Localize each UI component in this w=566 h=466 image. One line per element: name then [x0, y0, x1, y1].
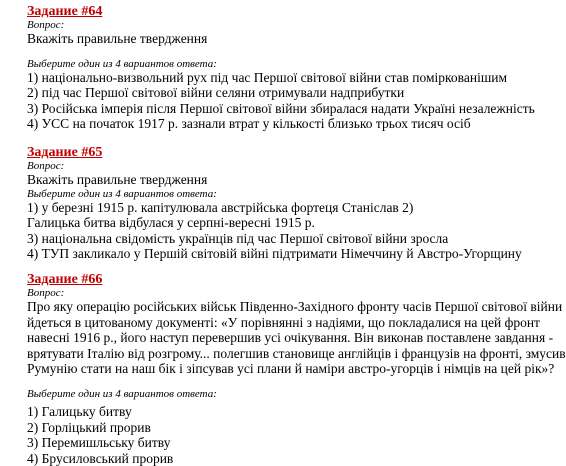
question-text: Вкажіть правильне твердження [27, 31, 208, 46]
task-65 [27, 145, 522, 262]
answer-option-3[interactable]: 3) національна свідомість українців під час Першої світової війни зросла [27, 230, 449, 246]
answer-option-2[interactable]: Галицька битва відбулася у серпні-вересні 1915 р. [27, 215, 315, 231]
question-label: Вопрос: [27, 287, 65, 299]
answer-option-2[interactable]: 2) Горліцький прорив [27, 419, 151, 435]
question-text-line-1: Про яку операцію російських військ Південно-Західного фронту часів Першої світової війни [27, 299, 563, 314]
answer-option-1[interactable]: 1) Галицьку битву [27, 403, 132, 419]
task-66 [27, 272, 566, 466]
answer-option-2[interactable]: 2) під час Першої світової війни селяни отримували надприбутки [27, 85, 405, 101]
task-64 [27, 4, 535, 132]
answer-instruction: Выберите один из 4 вариантов ответа: [27, 57, 217, 70]
question-text-line-5: Румунію стати на наш бік і зіпсував усі плани й наміри австро-угорців і німців на цей рік»? [27, 361, 555, 377]
answer-option-3[interactable]: 3) Перемишльську битву [27, 435, 171, 451]
task-title[interactable]: Задание #66 [27, 272, 103, 287]
answer-option-1[interactable]: 1) у березні 1915 р. капітулювала австрійська фортеця Станіслав 2) [27, 199, 414, 215]
question-label: Вопрос: [27, 160, 65, 172]
answer-option-4[interactable]: 4) Брусиловський прорив [27, 450, 174, 466]
answer-option-4[interactable]: 4) УСС на початок 1917 р. зазнали втрат у кількості близько трьох тисяч осіб [27, 116, 471, 132]
task-title[interactable]: Задание #65 [27, 145, 103, 160]
answer-instruction: Выберите один из 4 вариантов ответа: [27, 187, 217, 200]
question-text: Вкажіть правильне твердження [27, 172, 208, 187]
answer-instruction: Выберите один из 4 вариантов ответа: [27, 387, 217, 400]
answer-options [27, 199, 522, 262]
answer-option-4[interactable]: 4) ТУП закликало у Першій світовій війні підтримати Німеччину й Австро-Угорщину [27, 246, 522, 262]
answer-option-1[interactable]: 1) національно-визвольний рух під час Першої світової війни став поміркованішим [27, 69, 507, 85]
answer-option-3[interactable]: 3) Російська імперія після Першої світової війни збиралася надати Україні незалежність [27, 100, 535, 116]
question-text-line-2: йдеться в цитованому документі: «У порівнянні з надіями, що покладалися на цей фронт [27, 314, 540, 330]
question-text-line-4: врятувати Італію від розгрому... полегшив становище англійців і французів на фронті, змусив [27, 345, 566, 361]
answer-options [27, 404, 500, 466]
answer-options [27, 69, 535, 132]
task-title[interactable]: Задание #64 [27, 4, 103, 19]
question-text-line-3: навесні 1916 р., його наступ перевершив усі очікування. Він виконав поставлене завдання - [27, 330, 554, 346]
question-label: Вопрос: [27, 19, 65, 31]
